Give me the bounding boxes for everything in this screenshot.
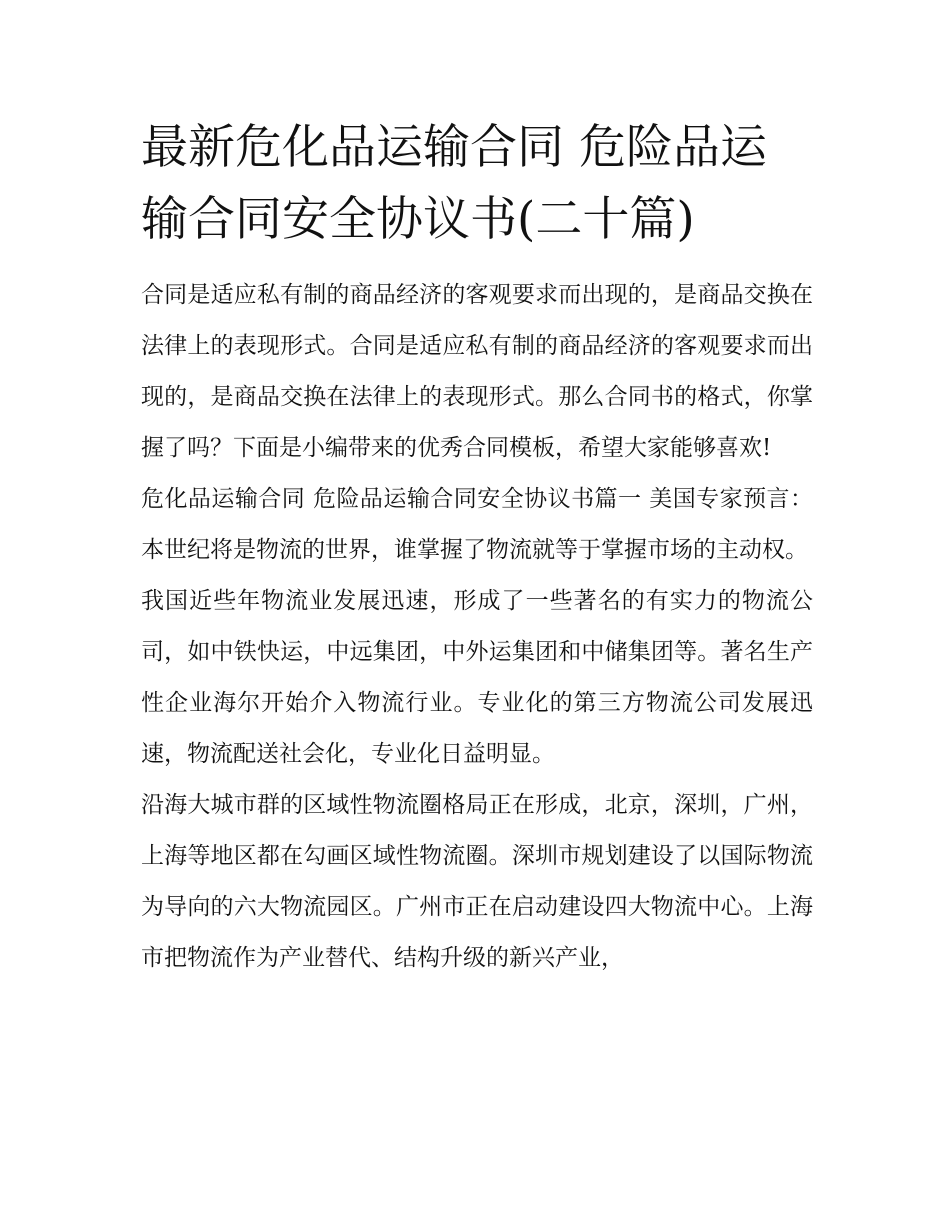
paragraph-logistics-development: 我国近些年物流业发展迅速，形成了一些著名的有实力的物流公司，如中铁快运，中远集团，中外运集团和中储集团等。著名生产性企业海尔开始介入物流行业。专业化的第三方物流公司发展迅速，物流配送社会化，专业化日益明显。 [141,588,813,767]
paragraph-regional-logistics: 沿海大城市群的区域性物流圈格局正在形成，北京，深圳，广州，上海等地区都在勾画区域性物流圈。深圳市规划建设了以国际物流为导向的六大物流园区。广州市正在启动建设四大物流中心。上海市把物流作为产业替代、结构升级的新兴产业， [141,792,813,971]
document-page [141,112,813,984]
paragraph-intro: 合同是适应私有制的商品经济的客观要求而出现的，是商品交换在法律上的表现形式。合同是适应私有制的商品经济的客观要求而出现的，是商品交换在法律上的表现形式。那么合同书的格式，你掌握了吗？下面是小编带来的优秀合同模板，希望大家能够喜欢! [141,282,813,461]
document-title: 最新危化品运输合同 危险品运输合同安全协议书(二十篇) [141,120,767,247]
paragraph-section-one: 危化品运输合同 危险品运输合同安全协议书篇一 美国专家预言：本世纪将是物流的世界，谁掌握了物流就等于掌握市场的主动权。 [141,486,813,563]
